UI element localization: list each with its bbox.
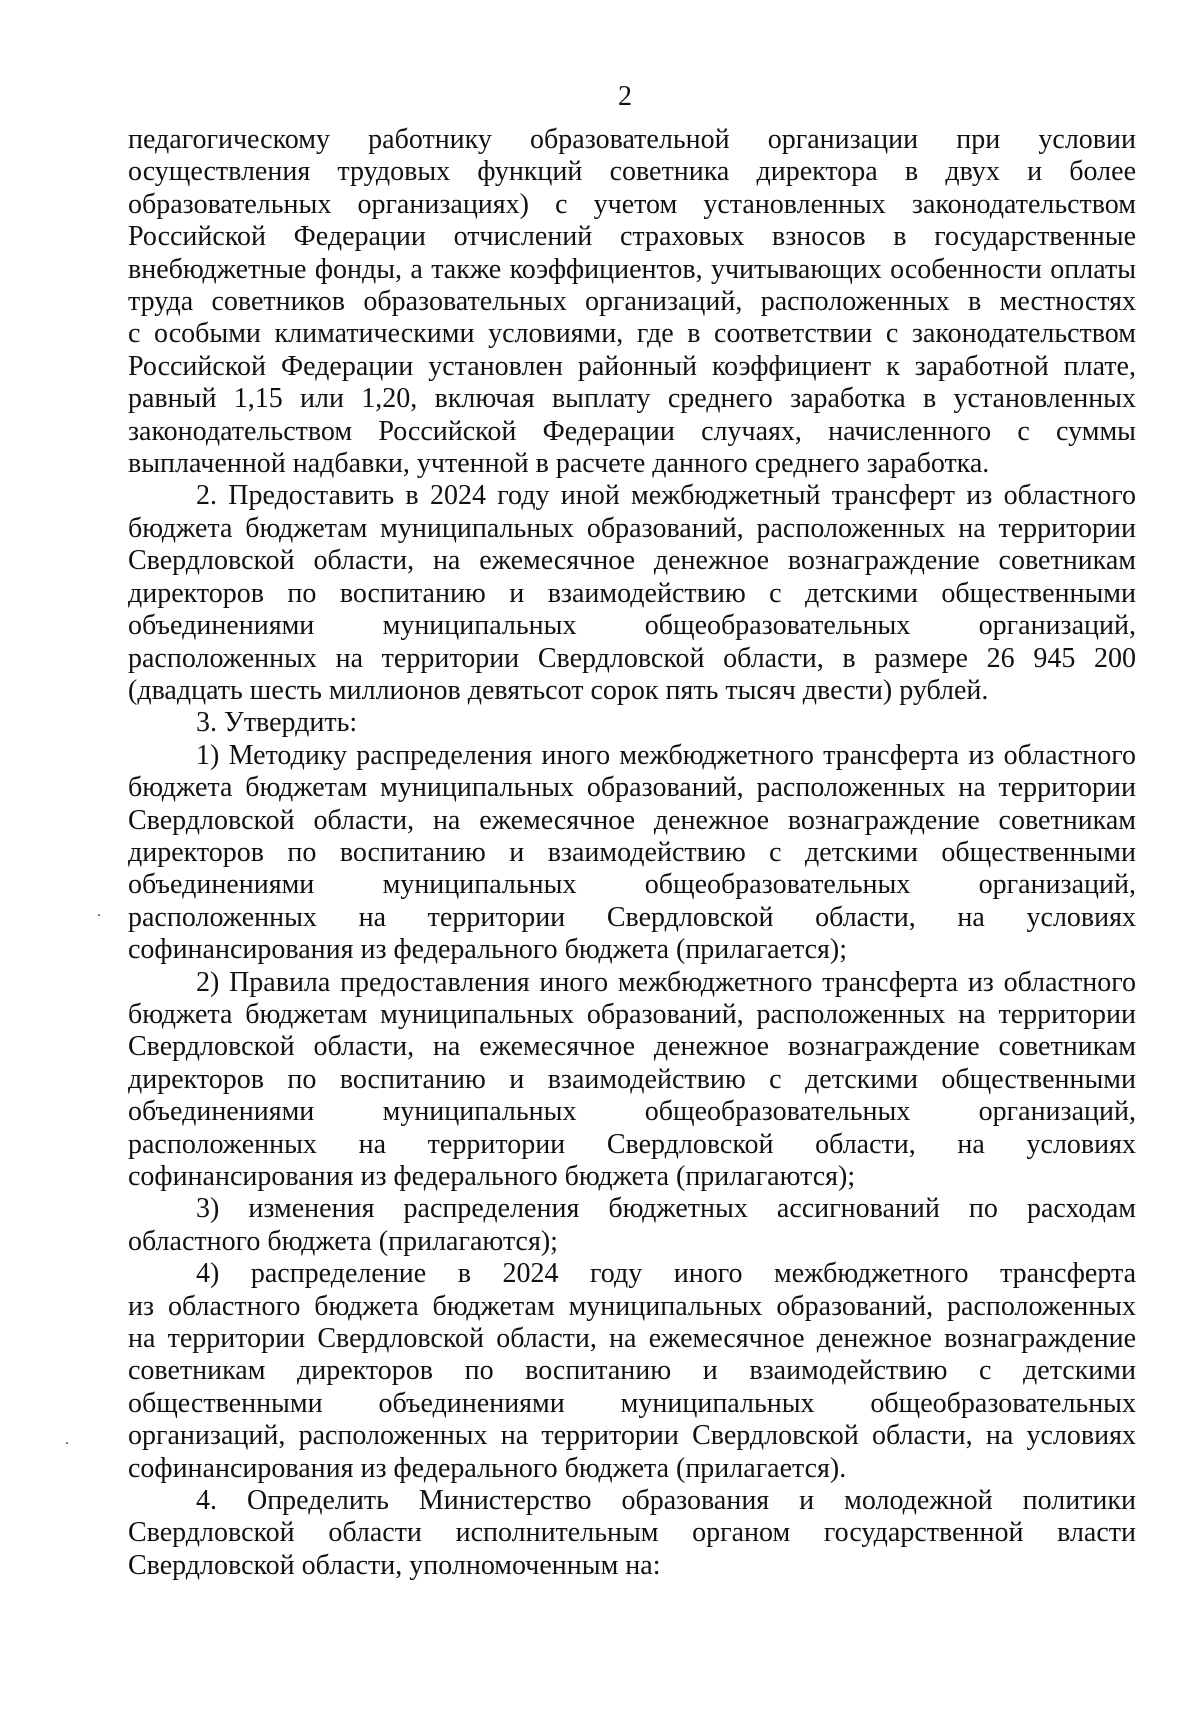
text-line: софинансирования из федерального бюджета (прилагаются); [128, 1161, 856, 1192]
text-line: 3) изменения распределения бюджетных ассигнований по расходам [196, 1193, 1136, 1225]
text-line: с особыми климатическими условиями, где в соответствии с законодательством [128, 318, 1136, 350]
text-line: Свердловской области, на ежемесячное денежное вознаграждение советникам [128, 804, 1136, 836]
text-line: софинансирования из федерального бюджета (прилагается); [128, 934, 848, 966]
text-line: на территории Свердловской области, на ежемесячное денежное вознаграждение [128, 1323, 1136, 1355]
paragraph [128, 124, 1136, 480]
paragraph [128, 1193, 1136, 1258]
text-line: 4. Определить Министерство образования и молодежной политики [196, 1485, 1136, 1517]
page-number: 2 [618, 81, 632, 112]
scan-speck [98, 914, 100, 916]
text-line: Российской Федерации установлен районный коэффициент к заработной плате, [128, 350, 1136, 382]
text-line: областного бюджета (прилагаются); [128, 1225, 558, 1257]
document-body [128, 124, 1136, 1582]
scan-speck [66, 1442, 68, 1444]
text-line: педагогическому работнику образовательной организации при условии [128, 124, 1136, 155]
text-line: директоров по воспитанию и взаимодействию с детскими общественными [128, 836, 1136, 868]
paragraph [128, 1258, 1136, 1485]
text-line: Свердловской области, уполномоченным на: [128, 1549, 661, 1581]
text-line: расположенных на территории Свердловской области, на условиях [128, 1128, 1136, 1160]
text-line: бюджета бюджетам муниципальных образований, расположенных на территории [128, 998, 1136, 1030]
text-line: Российской Федерации отчислений страховых взносов в государственные [128, 221, 1136, 253]
text-line: директоров по воспитанию и взаимодействию с детскими общественными [128, 1063, 1136, 1095]
text-line: объединениями муниципальных общеобразовательных организаций, [128, 1096, 1136, 1128]
text-line: объединениями муниципальных общеобразовательных организаций, [128, 610, 1136, 642]
text-line: осуществления трудовых функций советника директора в двух и более [128, 156, 1136, 188]
text-line: труда советников образовательных организаций, расположенных в местностях [128, 286, 1136, 318]
text-line: из областного бюджета бюджетам муниципальных образований, расположенных [128, 1290, 1136, 1322]
text-line: образовательных организациях) с учетом установленных законодательством [128, 188, 1136, 220]
text-line: организаций, расположенных на территории Свердловской области, на условиях [128, 1420, 1136, 1452]
text-line: бюджета бюджетам муниципальных образований, расположенных на территории [128, 512, 1136, 544]
text-line: равный 1,15 или 1,20, включая выплату среднего заработка в установленных [128, 383, 1136, 415]
text-line: бюджета бюджетам муниципальных образований, расположенных на территории [128, 772, 1136, 804]
paragraph [128, 740, 1136, 967]
text-line: объединениями муниципальных общеобразовательных организаций, [128, 869, 1136, 901]
text-line: Свердловской области, на ежемесячное денежное вознаграждение советникам [128, 1031, 1136, 1063]
text-line: внебюджетные фонды, а также коэффициентов, учитывающих особенности оплаты [128, 253, 1136, 285]
text-line: (двадцать шесть миллионов девятьсот сорок пять тысяч двести) рублей. [128, 674, 989, 706]
paragraph [128, 480, 1136, 707]
text-line: законодательством Российской Федерации случаях, начисленного с суммы [128, 415, 1136, 447]
text-line: Свердловской области исполнительным органом государственной власти [128, 1517, 1136, 1549]
text-line: 1) Методику распределения иного межбюджетного трансферта из областного [196, 739, 1136, 771]
paragraph [128, 707, 1136, 739]
text-line: 3. Утвердить: [196, 707, 358, 739]
text-line: общественными объединениями муниципальных общеобразовательных [128, 1387, 1136, 1419]
text-line: выплаченной надбавки, учтенной в расчете данного среднего заработка. [128, 448, 990, 480]
text-line: 2. Предоставить в 2024 году иной межбюджетный трансферт из областного [196, 480, 1136, 512]
text-line: директоров по воспитанию и взаимодействию с детскими общественными [128, 577, 1136, 609]
text-line: 4) распределение в 2024 году иного межбюджетного трансферта [196, 1258, 1136, 1290]
text-line: софинансирования из федерального бюджета (прилагается). [128, 1452, 847, 1484]
text-line: расположенных на территории Свердловской области, на условиях [128, 901, 1136, 933]
text-line: расположенных на территории Свердловской области, в размере 26 945 200 [128, 642, 1136, 674]
text-line: советникам директоров по воспитанию и взаимодействию с детскими [128, 1355, 1136, 1387]
paragraph [128, 967, 1136, 1194]
text-line: Свердловской области, на ежемесячное денежное вознаграждение советникам [128, 545, 1136, 577]
paragraph [128, 1485, 1136, 1582]
text-line: 2) Правила предоставления иного межбюджетного трансферта из областного [196, 966, 1136, 998]
